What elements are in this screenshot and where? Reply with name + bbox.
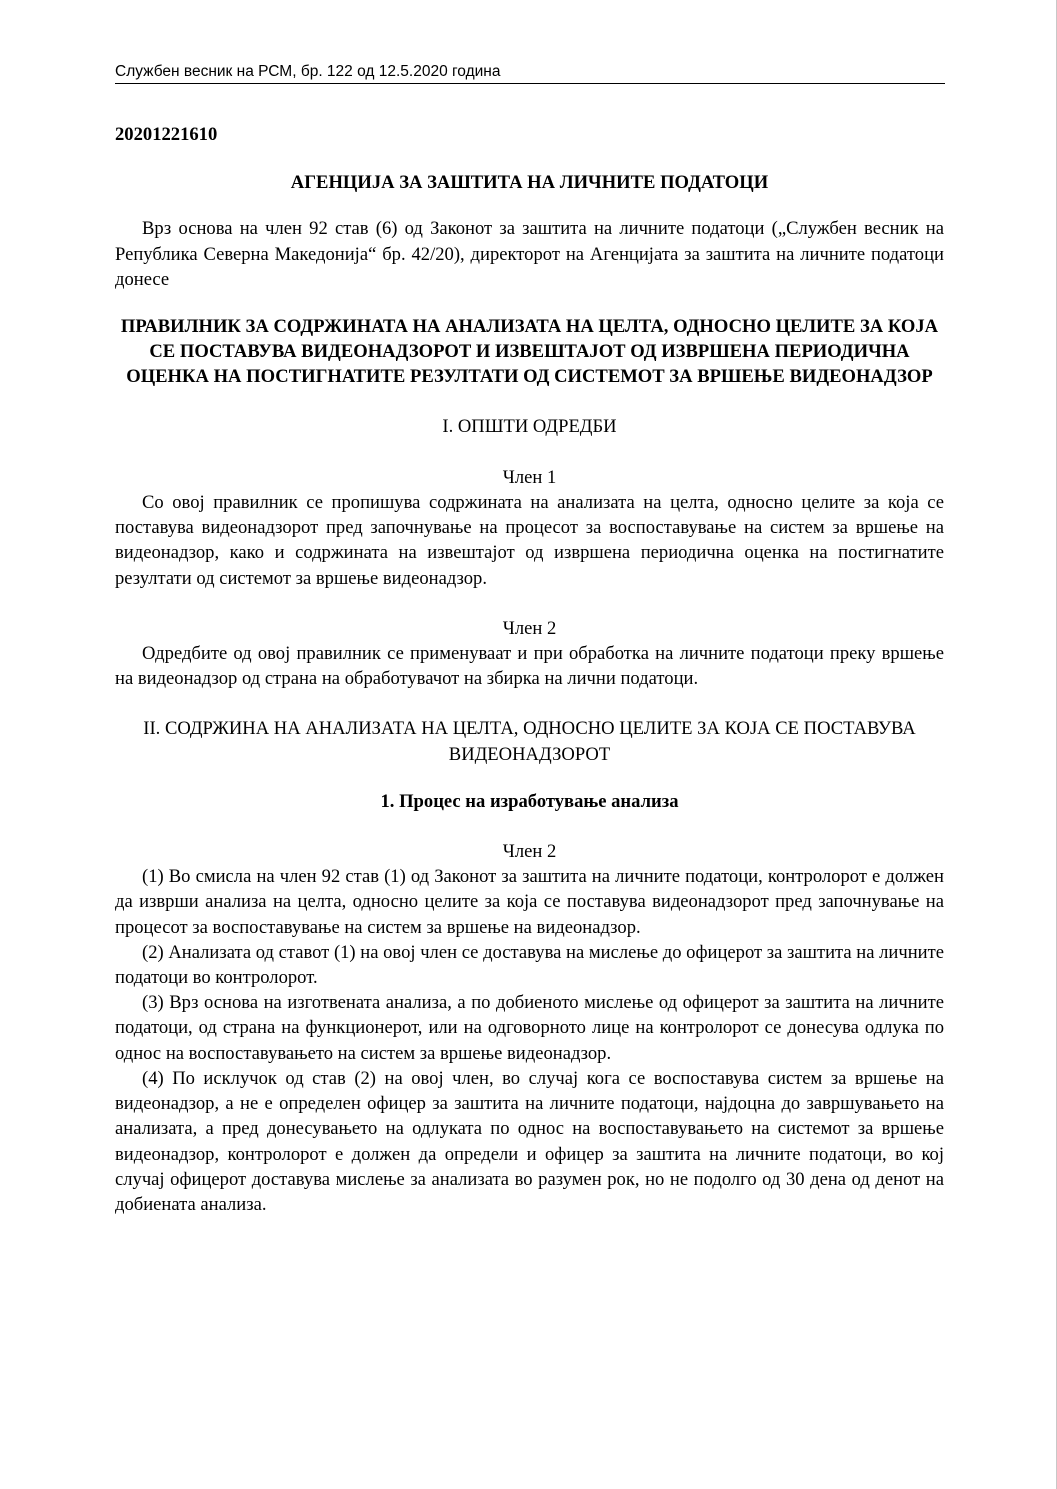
section-heading-general-provisions: I. ОПШТИ ОДРЕДБИ: [442, 415, 617, 437]
article-paragraph: (2) Анализата од ставот (1) на овој член се доставува на мислење до офицерот за заштита на личните податоци во контролорот.: [115, 941, 944, 989]
article-heading: Член 2: [502, 617, 557, 639]
document-number: 20201221610: [115, 124, 218, 145]
subsection-heading: 1. Процес на изработување анализа: [380, 790, 679, 812]
article-paragraph: Со овој правилник се пропишува содржината на анализата на целта, односно целите за која се поставува видеонадзорот пред започнување на процесот за воспоставување на систем за вршење на видеонадзор, како и содржината на извештајот од извршена периодична оценка на постигнатите резултати од системот за вршење видеонадзор.: [115, 492, 944, 589]
section-heading-analysis-content: II. СОДРЖИНА НА АНАЛИЗАТА НА ЦЕЛТА, ОДНОСНО ЦЕЛИТЕ ЗА КОЈА СЕ ПОСТАВУВА ВИДЕОНАДЗОРОТ: [143, 718, 916, 765]
article-paragraph: (4) По исклучок од став (2) на овој член, во случај кога се воспоставува систем за вршење на видеонадзор, а не е определен офицер за заштита на личните податоци, најдоцна до завршувањето на анализата, а пред донесувањето на одлуката по однос на воспоставувањето на системот за вршење видеонадзор, контролорот е должен да определи и офицер за заштита на личните податоци, во кој случај офицерот доставува мислење за анализата во разумен рок, но не подолго од 30 дена од денот на добиената анализа.: [115, 1067, 944, 1215]
gazette-header: Службен весник на РСМ, бр. 122 од 12.5.2020 година: [115, 62, 945, 84]
article-paragraph: (1) Во смисла на член 92 став (1) од Законот за заштита на личните податоци, контролорот е должен да изврши анализа на целта, односно целите за која се поставува видеонадзорот пред започнување на процесот за воспоставување на систем за вршење на видеонадзор.: [115, 866, 944, 938]
document-body: [115, 122, 944, 1217]
article-heading: Член 1: [502, 466, 557, 488]
preamble-paragraph: Врз основа на член 92 став (6) од Законот за заштита на личните податоци („Службен весник на Република Северна Македонија“ бр. 42/20), директорот на Агенцијата за заштита на личните податоци донесе: [115, 218, 944, 290]
regulation-title: ПРАВИЛНИК ЗА СОДРЖИНАТА НА АНАЛИЗАТА НА ЦЕЛТА, ОДНОСНО ЦЕЛИТЕ ЗА КОЈА СЕ ПОСТАВУВА ВИДЕОНАДЗОРОТ И ИЗВЕШТАЈОТ ОД ИЗВРШЕНА ПЕРИОДИЧНА ОЦЕНКА НА ПОСТИГНАТИТЕ РЕЗУЛТАТИ ОД СИСТЕМОТ ЗА ВРШЕЊЕ ВИДЕОНАДЗОР: [120, 316, 939, 388]
article-paragraph: (3) Врз основа на изготвената анализа, а по добиеното мислење од офицерот за заштита на личните податоци, од страна на функционерот, или на одговорното лице на контролорот се донесува одлука по однос на воспоставувањето на систем за вршење видеонадзор.: [115, 992, 944, 1064]
agency-heading: АГЕНЦИЈА ЗА ЗАШТИТА НА ЛИЧНИТЕ ПОДАТОЦИ: [290, 172, 769, 194]
article-heading: Член 2: [502, 841, 557, 863]
article-paragraph: Одредбите од овој правилник се применуваат и при обработка на личните податоци преку вршење на видеонадзор од страна на обработувачот на збирка на лични податоци.: [115, 643, 944, 690]
